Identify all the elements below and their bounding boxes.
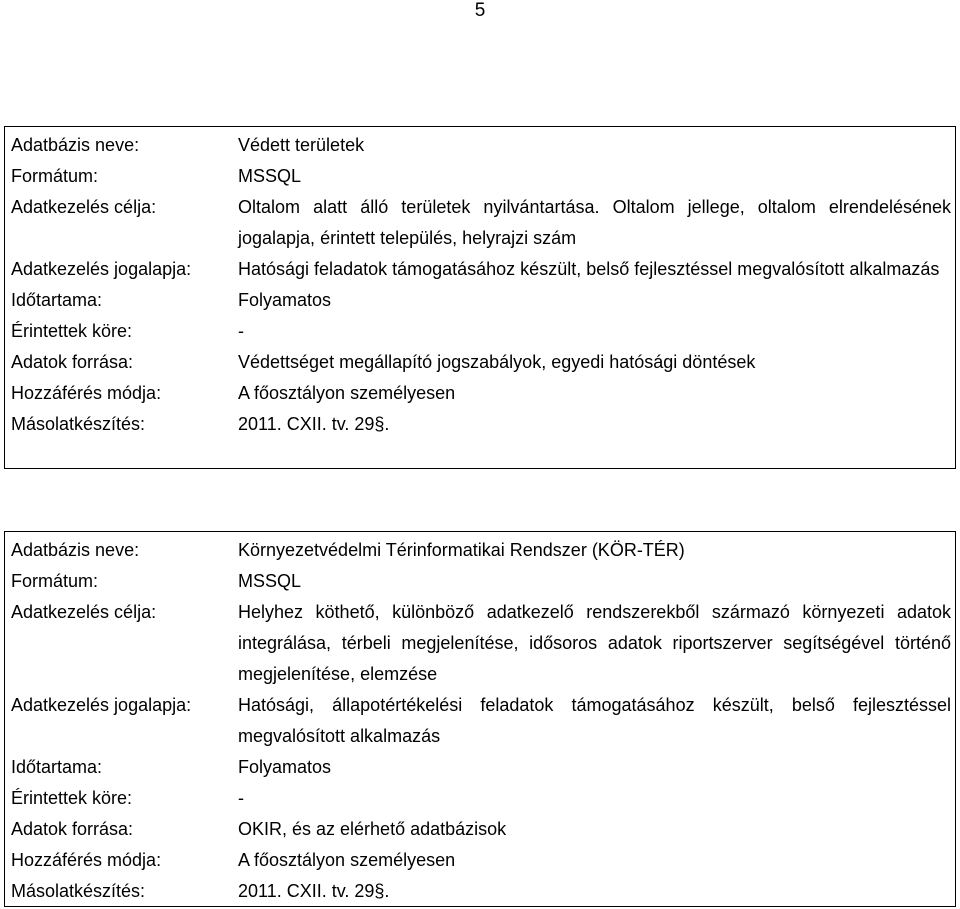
field-row-database-name: [11, 130, 951, 161]
field-label: Időtartama:: [11, 290, 103, 310]
field-label: Másolatkészítés:: [11, 414, 146, 434]
database-record-kor-ter: [4, 531, 956, 907]
field-row-data-source: [11, 814, 951, 845]
field-value: A főosztályon személyesen: [238, 383, 456, 403]
field-label: Érintettek köre:: [11, 788, 133, 808]
field-label: Formátum:: [11, 166, 99, 186]
field-label: Adatkezelés célja:: [11, 602, 157, 622]
field-label: Adatok forrása:: [11, 819, 134, 839]
record-table: [11, 130, 951, 440]
field-row-database-name: [11, 535, 951, 566]
field-label: Adatkezelés jogalapja:: [11, 259, 192, 279]
field-label: Adatok forrása:: [11, 352, 134, 372]
field-value: OKIR, és az elérhető adatbázisok: [238, 819, 507, 839]
field-row-data-subjects: [11, 783, 951, 814]
field-label: Időtartama:: [11, 757, 103, 777]
field-label: Hozzáférés módja:: [11, 850, 162, 870]
field-value: Folyamatos: [238, 757, 332, 777]
field-value: -: [238, 321, 244, 341]
field-row-data-subjects: [11, 316, 951, 347]
field-row-data-source: [11, 347, 951, 378]
field-row-access-method: [11, 378, 951, 409]
field-value: Környezetvédelmi Térinformatikai Rendszer (KÖR-TÉR): [238, 540, 685, 560]
field-row-copying: [11, 876, 951, 907]
field-label: Hozzáférés módja:: [11, 383, 162, 403]
field-value: 2011. CXII. tv. 29§.: [238, 414, 390, 434]
field-row-access-method: [11, 845, 951, 876]
field-label: Érintettek köre:: [11, 321, 133, 341]
database-record-vedett-teruletek: [4, 126, 956, 469]
page-number: 5: [474, 0, 486, 21]
field-label: Adatkezelés célja:: [11, 197, 157, 217]
field-row-legal-basis: [11, 254, 951, 285]
field-row-format: [11, 161, 951, 192]
field-value: A főosztályon személyesen: [238, 850, 456, 870]
field-value: Folyamatos: [238, 290, 332, 310]
field-label: Formátum:: [11, 571, 99, 591]
field-label: Adatbázis neve:: [11, 540, 140, 560]
field-value: Hatósági, állapotértékelési feladatok támogatásához készült, belső fejlesztéssel megvalósított alkalmazás: [238, 695, 951, 746]
field-label: Adatkezelés jogalapja:: [11, 695, 192, 715]
field-row-purpose: [11, 597, 951, 690]
field-value: MSSQL: [238, 166, 302, 186]
field-value: Oltalom alatt álló területek nyilvántartása. Oltalom jellege, oltalom elrendelésének jogalapja, érintett település, helyrajzi szám: [238, 197, 951, 248]
field-row-legal-basis: [11, 690, 951, 752]
field-label: Adatbázis neve:: [11, 135, 140, 155]
field-row-copying: [11, 409, 951, 440]
field-row-duration: [11, 285, 951, 316]
field-label: Másolatkészítés:: [11, 881, 146, 901]
field-row-purpose: [11, 192, 951, 254]
record-table: [11, 535, 951, 907]
field-value: Védettséget megállapító jogszabályok, egyedi hatósági döntések: [238, 352, 756, 372]
field-value: Hatósági feladatok támogatásához készült, belső fejlesztéssel megvalósított alkalmazás: [238, 259, 940, 279]
field-value: Védett területek: [238, 135, 365, 155]
field-value: 2011. CXII. tv. 29§.: [238, 881, 390, 901]
field-row-duration: [11, 752, 951, 783]
field-row-format: [11, 566, 951, 597]
field-value: -: [238, 788, 244, 808]
field-value: MSSQL: [238, 571, 302, 591]
field-value: Helyhez köthető, különböző adatkezelő rendszerekből származó környezeti adatok integrálása, térbeli megjelenítése, idősoros adatok riportszerver segítségével történő megjelenítése, elemzése: [238, 602, 951, 684]
